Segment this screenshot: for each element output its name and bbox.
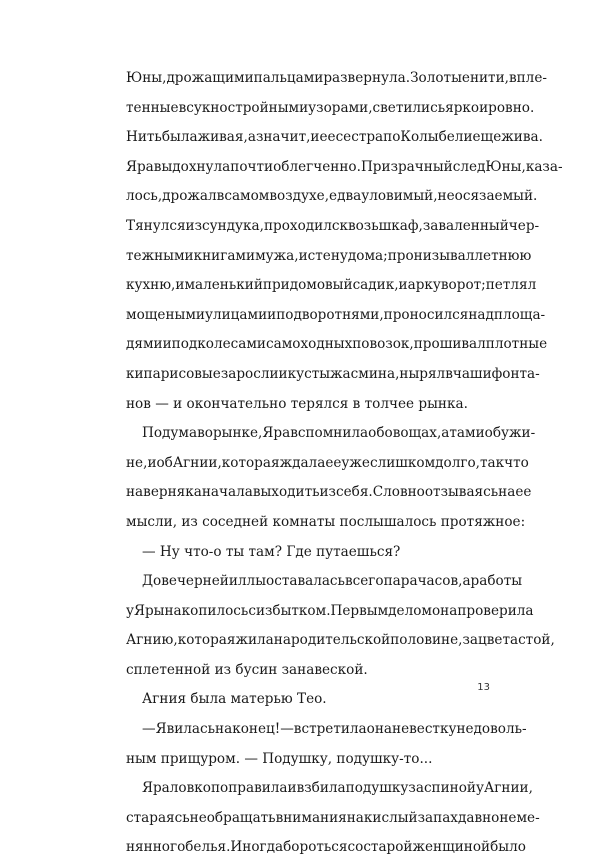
text-line: лось, дрожал в самом воздухе, едва уловимый, неосязаемый. — [126, 188, 538, 205]
text-line: сплетенной из бусин занавеской. — [126, 661, 368, 678]
text-line: Агния была матерью Тео. — [142, 691, 327, 708]
text-line: у Яры накопилось с избытком. Первым делом она проверила — [126, 602, 534, 619]
text-line: дями и под колесами самоходных повозок, прошивал плотные — [126, 336, 548, 353]
text-line: Подумав о рынке, Яра вспомнила об овощах, а там и об ужи- — [142, 425, 536, 442]
text-line: — Явилась наконец! — встретила она невестку недоволь- — [142, 721, 527, 738]
text-line: тежными книгами мужа, и стену дома; пронизывал летнюю — [126, 247, 532, 264]
text-line: Тянулся из сундука, проходил сквозь шкаф, заваленный чер- — [126, 217, 540, 234]
text-line: не, и об Агнии, которая ждала ее уже слишком долго, так что — [126, 454, 529, 471]
text-line: мощеными улицами и подворотнями, проносился над площа- — [126, 306, 546, 323]
text-line: Агнию, которая жила на родительской половине, за цветастой, — [126, 632, 555, 649]
text-line: кухню, и маленький придомовый садик, и арку ворот; петлял — [126, 277, 537, 294]
text-line: Яра выдохнула почти облегченно. Призрачный след Юны, каза- — [126, 158, 563, 175]
text-line: Яра ловко поправила и взбила подушку за спиной у Агнии, — [142, 780, 533, 797]
text-line: — Ну что-о ты там? Где путаешься? — [142, 543, 401, 560]
text-line: Нить была живая, а значит, и ее сестра по Колыбели еще жива. — [126, 129, 543, 146]
text-line: мысли, из соседней комнаты послышалось протяжное: — [126, 513, 526, 530]
text-line: стараясь не обращать внимания на кислый запах давно не ме- — [126, 809, 540, 826]
text-line: кипарисовые заросли и кусты жасмина, нырял в чаши фонта- — [126, 365, 540, 382]
text-line: наверняка начала выходить из себя. Словно отзываясь на ее — [126, 484, 532, 501]
text-line: ным прищуром. — Подушку, подушку-то... — [126, 750, 433, 767]
text-line: Юны, дрожащими пальцами развернула. Золотые нити, впле- — [126, 70, 547, 86]
text-line: нов — и окончательно терялся в толчее рынка. — [126, 395, 468, 412]
text-line: тенные в сукно стройными узорами, светились ярко и ровно. — [126, 99, 535, 116]
page-number: 13 — [477, 682, 490, 693]
text-line: нянного белья. Иногда бороться со старой женщиной было — [126, 839, 526, 856]
text-line: До вечерней иллы оставалась всего пара часов, а работы — [142, 573, 523, 590]
